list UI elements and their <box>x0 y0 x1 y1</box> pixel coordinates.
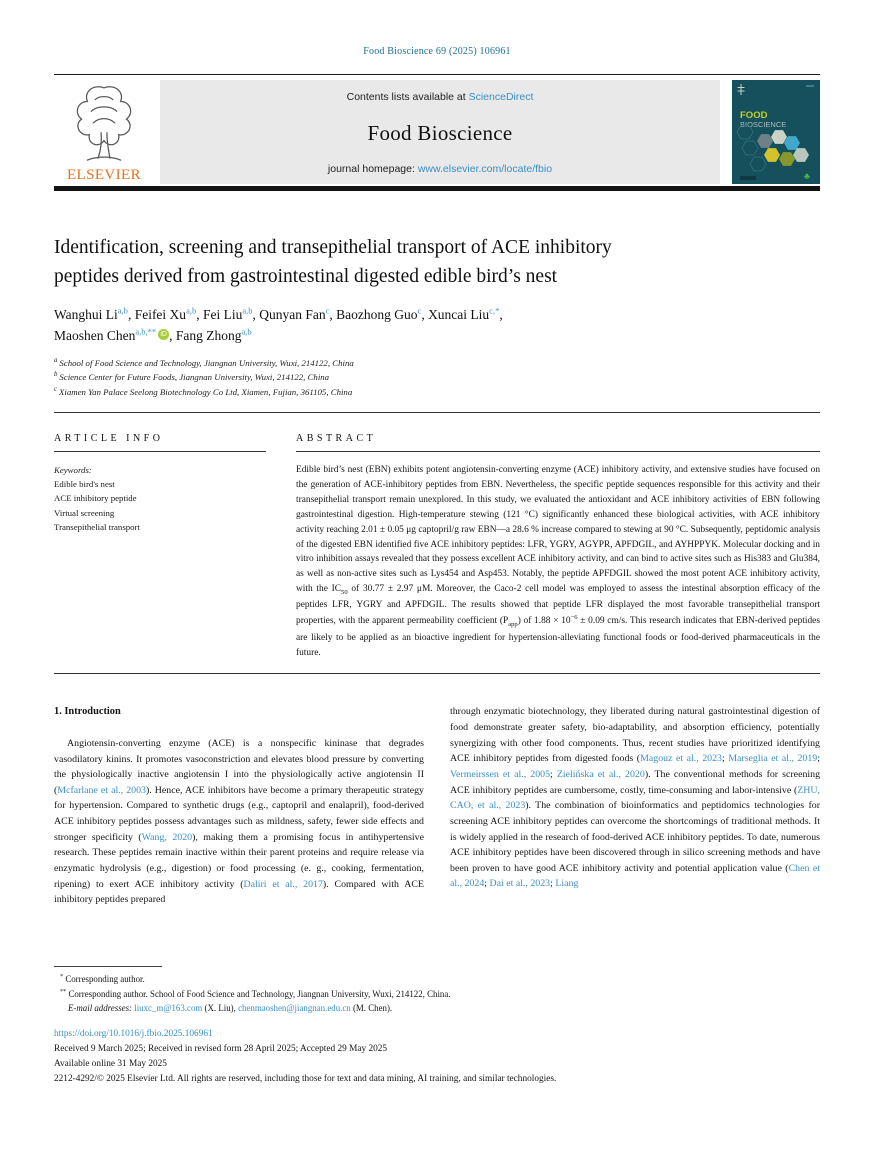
sciencedirect-link[interactable]: ScienceDirect <box>468 91 534 103</box>
contents-line: Contents lists available at ScienceDirect <box>346 91 534 103</box>
info-abstract-section <box>54 433 820 660</box>
cover-bioscience-text: BIOSCIENCE <box>740 120 787 129</box>
page-footer <box>54 966 820 1087</box>
journal-cover-image <box>732 80 820 184</box>
author-affil-ref[interactable]: a,b <box>117 305 128 315</box>
cover-food-text: FOOD <box>740 110 768 121</box>
citation-link[interactable]: Dai et al., 2023 <box>489 878 551 890</box>
citation-link[interactable]: ZHU, CAO, et al., 2023 <box>450 784 820 812</box>
author: Qunyan Fan$^c$, <box>259 305 337 322</box>
elsevier-tree-icon <box>65 80 143 169</box>
running-head-citation: Food Bioscience 69 (2025) 106961 <box>363 46 511 57</box>
keyword-item: Transepithelial transport <box>54 521 140 532</box>
citation-link[interactable]: Liang <box>555 878 579 890</box>
author: Feifei Xu$^{a,b}$, <box>134 305 203 322</box>
available-online: Available online 31 May 2025 <box>54 1059 167 1070</box>
keywords-label: Keywords: <box>54 465 92 476</box>
affiliation: $^c$ Xiamen Yan Palace Seelong Biotechnology Co Ltd, Xiamen, Fujian, 361105, China <box>54 385 353 397</box>
homepage-line: journal homepage: www.elsevier.com/locate/fbio <box>327 163 553 175</box>
footnote-rule <box>54 966 162 967</box>
citation-link[interactable]: Marseglia et al., 2019 <box>728 753 818 765</box>
author-affil-ref[interactable]: c,* <box>489 305 500 315</box>
author-affil-ref[interactable]: a,b,** <box>135 326 157 337</box>
citation-link[interactable]: Wang, 2020 <box>141 831 193 843</box>
intro-right-column <box>450 704 820 907</box>
author: Baozhong Guo$^c$, <box>336 305 429 322</box>
abstract-header: ABSTRACT <box>296 433 377 445</box>
article-info-rule <box>54 451 266 452</box>
keyword-item: Edible bird's nest <box>54 479 115 490</box>
abstract-column <box>296 433 820 660</box>
author-affil-ref[interactable]: a,b <box>186 305 197 315</box>
citation-link[interactable]: Zielińska et al., 2020 <box>556 769 645 780</box>
keyword-item: ACE inhibitory peptide <box>54 493 137 504</box>
author: Xuncai Liu$^{c,*}$, <box>428 305 503 322</box>
footnote-emails: E-mail addresses: liuxc_m@163.com (X. Liu), chenmaoshen@jiangnan.edu.cn (M. Chen). <box>68 1002 393 1013</box>
abstract-text: Edible bird’s nest (EBN) exhibits potent angiotensin-converting enzyme (ACE) inhibitory activity, and extensive studies have focused on the generation of ACE-inhibitory peptides from EBN. Nevertheless, the specific peptide sequences responsible for this activity and their transepithelial transport remain unexplored. In this study, we evaluated the antioxidant and ACE inhibitory activities of EBN following gastrointestinal digestion. High-temperature stewing (121 °C) significantly enhanced these biological activities, with ACE inhibitory activity reaching 2.01 ± 0.05 μg captopril/g raw EBN—a 28.6 % increase compared to stewing at 90 °C. Subsequently, peptidomic analysis of the digested EBN identified five ACE inhibitory peptides: LFR, YGRY, AGYPR, APFDGIL, and AYHPPYK. Molecular docking and in vitro inhibition assays revealed that they possess excellent ACE inhibitory activity, and can bind to active sites such as His383 and Glu384, as well as non-active sites such as Lys454 and Asp453. Notably, the peptide APFDGIL showed the most potent ACE inhibitory activity, with the $IC_{50}$ of 30.77 ± 2.97 μM. Moreover, the Caco-2 cell model was employed to assess the intestinal absorption efficacy of the peptides LFR, YGRY and APFDGIL. The results showed that peptide LFR displayed the most favorable transepithelial transport properties, with the apparent permeability coefficient $(P_{app})$ of $1.88 \times 10^{-6} \pm 0.09$ cm/s. This research indicates that EBN-derived peptides are likely to be applied as an bioactive ingredient for hypertension-alleviating functional foods or food-derived pharmaceuticals in the future. <box>296 465 821 658</box>
article-title: Identification, screening and transepithelial transport of ACE inhibitory peptides derived from gastrointestinal digested edible bird’s nest <box>54 237 612 288</box>
citation-link[interactable]: Chen et al., 2024 <box>450 862 820 890</box>
introduction-heading: 1. Introduction <box>54 706 121 718</box>
doi-link[interactable]: https://doi.org/10.1016/j.fbio.2025.106961 <box>54 1029 213 1040</box>
abstract-rule <box>296 451 820 452</box>
intro-left-column <box>54 704 424 907</box>
footnote-corresponding-1: * Corresponding author. <box>60 973 145 984</box>
intro-paragraph-right: through enzymatic biotechnology, they liberated during natural gastrointestinal digestion of food demonstrate greater safety, bio-adaptability, and absorption efficiency, potentially synergizing with other food components. Thus, recent studies have prioritized identifying ACE inhibitory peptides from digested foods (Magouz et al., 2023; Marseglia et al., 2019; Vermeirssen et al., 2005; Zielińska et al., 2020). The conventional methods for screening ACE inhibitory peptides are cumbersome, costly, time-consuming and labor-intensive (ZHU, CAO, et al., 2023). The combination of bioinformatics and peptidomics technologies for screening ACE inhibitory peptides can overcome the shortcomings of traditional methods. It is widely applied in the research of food-derived ACE inhibitory peptides. To date, numerous ACE inhibitory peptides have been discovered through in silico screening methods and have been proven to have good ACE inhibitory activity and potential application value (Chen et al., 2024; Dai et al., 2023; Liang <box>450 706 821 890</box>
intro-paragraph-left: Angiotensin-converting enzyme (ACE) is a nonspecific kininase that degrades vasodilatory kinins. It promotes vasoconstriction and elevates blood pressure by converting the physiologically inactive angiotensin I into the physiologically active angiotensin II (Mcfarlane et al., 2003). Hence, ACE inhibitors have become a primary therapeutic strategy for hypertension. Compared to synthetic drugs (e.g., captopril and enalapril), food-derived ACE inhibitory peptides possess advantages such as mildness, safety, fewer side effects and stronger specificity (Wang, 2020), making them a promising focus in antihypertensive research. These peptides remain inactive within their parent proteins and require release via enzymatic hydrolysis (e.g., digestion) or food processing (e. g., cooking, fermentation, ripening) to exert ACE inhibitory activity (Daliri et al., 2017). Compared with ACE inhibitory peptides prepared <box>54 737 424 906</box>
footnote-corresponding-2: ** Corresponding author. School of Food Science and Technology, Jiangnan University, Wuxi, 214122, China. <box>60 987 451 999</box>
author: Fang Zhong$^{a,b}$ <box>175 326 252 344</box>
citation-link[interactable]: Vermeirssen et al., 2005 <box>450 769 551 780</box>
author-list <box>54 304 820 347</box>
author-line-2 <box>54 325 820 347</box>
section-rule-top <box>54 412 820 413</box>
introduction-section <box>54 704 820 907</box>
affiliation: $^b$ Science Center for Future Foods, Jiangnan University, Wuxi, 214122, China <box>54 371 330 383</box>
journal-title: Food Bioscience <box>367 120 513 145</box>
copyright-line: 2212-4292/© 2025 Elsevier Ltd. All rights are reserved, including those for text and data mining, AI training, and similar technologies. <box>54 1073 557 1084</box>
section-rule-bottom <box>54 673 820 674</box>
author: Wanghui Li$^{a,b}$, <box>54 305 135 322</box>
author-affil-ref[interactable]: c <box>325 305 330 315</box>
affiliation-list <box>54 356 820 400</box>
colophon <box>54 1027 820 1087</box>
author-affil-ref[interactable]: a,b <box>241 326 252 337</box>
citation-link[interactable]: liuxc_m@163.com <box>134 1002 203 1013</box>
keyword-item: Virtual screening <box>54 507 115 518</box>
masthead-center-panel <box>160 80 720 184</box>
author-line-1 <box>54 304 820 326</box>
elsevier-wordmark: ELSEVIER <box>66 167 142 183</box>
cover-sprout-glyph: ♣ <box>804 171 810 181</box>
article-info-header: ARTICLE INFO <box>54 433 164 445</box>
author-affil-ref[interactable]: a,b <box>242 305 253 315</box>
orcid-icon[interactable]: iD <box>158 329 169 340</box>
masthead-black-bar <box>54 186 820 191</box>
received-dates: Received 9 March 2025; Received in revised form 28 April 2025; Accepted 29 May 2025 <box>54 1044 388 1055</box>
citation-link[interactable]: chenmaoshen@jiangnan.edu.cn <box>238 1002 351 1013</box>
journal-masthead <box>54 80 820 184</box>
author-affil-ref[interactable]: c <box>417 305 422 315</box>
author: Maoshen Chen$^{a,b,**}$ iD , <box>54 326 176 344</box>
article-info-column <box>54 433 266 660</box>
author: Fei Liu$^{a,b}$, <box>202 305 260 322</box>
citation-link[interactable]: Mcfarlane et al., 2003 <box>57 784 146 796</box>
top-rule <box>54 74 820 75</box>
journal-homepage-link[interactable]: www.elsevier.com/locate/fbio <box>417 163 553 175</box>
citation-link[interactable]: Daliri et al., 2017 <box>243 878 323 890</box>
citation-link[interactable]: Magouz et al., 2023 <box>640 753 722 765</box>
elsevier-logo <box>54 80 154 184</box>
affiliation: $^a$ School of Food Science and Technology, Jiangnan University, Wuxi, 214122, China <box>54 356 354 368</box>
